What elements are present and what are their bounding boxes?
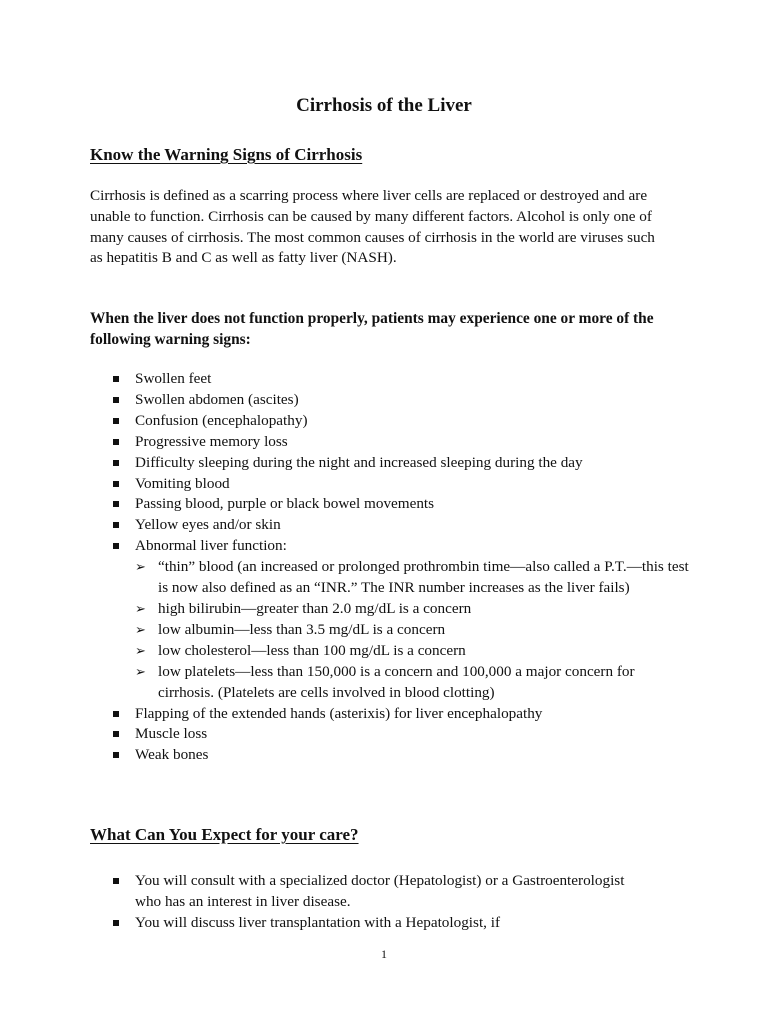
arrowhead-bullet-icon: ➢ <box>135 642 146 658</box>
sublist-item-text: low albumin—less than 3.5 mg/dL is a concern <box>158 620 446 638</box>
square-bullet-icon <box>113 481 119 487</box>
list-item-text: Confusion (encephalopathy) <box>135 411 308 429</box>
list-item-text: Swollen abdomen (ascites) <box>135 390 299 408</box>
square-bullet-icon <box>113 522 119 528</box>
square-bullet-icon <box>113 439 119 445</box>
list-item-text: Swollen feet <box>135 370 212 387</box>
sublist-item-text: high bilirubin—greater than 2.0 mg/dL is a concern <box>158 599 472 617</box>
square-bullet-icon <box>113 878 119 884</box>
square-bullet-icon <box>113 460 119 466</box>
list-item <box>90 494 690 515</box>
list-item-text: Vomiting blood <box>135 474 230 492</box>
list-item-text: Passing blood, purple or black bowel movements <box>135 495 435 513</box>
sublist-item <box>135 557 690 599</box>
warning-signs-list <box>90 369 690 766</box>
list-item <box>90 704 690 725</box>
square-bullet-icon <box>113 543 119 549</box>
sublist-item-text: low platelets—less than 150,000 is a concern and 100,000 a major concern for cirrhosis. (Platelets are cells involved in blood clotting) <box>158 662 635 701</box>
arrowhead-bullet-icon: ➢ <box>135 559 146 575</box>
sublist-item <box>135 641 690 662</box>
list-item <box>90 515 690 536</box>
list-item-text: You will consult with a specialized doctor (Hepatologist) or a Gastroenterologist who has an interest in liver disease. <box>135 872 625 910</box>
square-bullet-icon <box>113 376 119 382</box>
warning-signs-lead: When the liver does not function properly, patients may experience one or more of the following warning signs: <box>90 310 654 348</box>
list-item <box>90 411 690 432</box>
square-bullet-icon <box>113 920 119 926</box>
square-bullet-icon <box>113 711 119 717</box>
document-title: Cirrhosis of the Liver <box>296 95 472 116</box>
square-bullet-icon <box>113 397 119 403</box>
list-item-text: Difficulty sleeping during the night and increased sleeping during the day <box>135 453 583 471</box>
list-item-text: You will discuss liver transplantation with a Hepatologist, if <box>135 913 501 931</box>
section-heading-warning-signs: Know the Warning Signs of Cirrhosis <box>90 145 363 164</box>
section-heading-care: What Can You Expect for your care? <box>90 825 359 844</box>
care-list <box>90 871 650 934</box>
sublist-item-text: low cholesterol—less than 100 mg/dL is a concern <box>158 641 466 659</box>
arrowhead-bullet-icon: ➢ <box>135 600 146 616</box>
list-item <box>90 474 690 495</box>
square-bullet-icon <box>113 501 119 507</box>
list-item-text: Weak bones <box>135 746 209 764</box>
sublist-item-text: “thin” blood (an increased or prolonged prothrombin time—also called a P.T.—this test is now also defined as an “INR.” The INR number increases as the liver fails) <box>158 558 689 597</box>
list-item-text: Yellow eyes and/or skin <box>135 516 281 534</box>
list-item-text: Progressive memory loss <box>135 432 288 450</box>
list-item <box>90 432 690 453</box>
sublist-item <box>135 599 690 620</box>
square-bullet-icon <box>113 418 119 424</box>
list-item <box>90 913 650 934</box>
list-item <box>90 536 690 703</box>
square-bullet-icon <box>113 731 119 737</box>
page-number: 1 <box>381 947 387 961</box>
intro-paragraph: Cirrhosis is defined as a scarring process where liver cells are replaced or destroyed and are unable to function. Cirrhosis can be caused by many different factors. Alcohol is only one of many causes of cirrhosis. The most common causes of cirrhosis in the world are viruses such as hepatitis B and C as well as fatty liver (NASH). <box>90 187 655 267</box>
list-item-text: Abnormal liver function: <box>135 537 287 555</box>
list-item <box>90 369 690 390</box>
arrowhead-bullet-icon: ➢ <box>135 663 146 679</box>
arrowhead-bullet-icon: ➢ <box>135 621 146 637</box>
list-item-text: Flapping of the extended hands (asterixis) for liver encephalopathy <box>135 704 543 722</box>
list-item <box>90 724 690 745</box>
list-item <box>90 871 650 913</box>
sublist-item <box>135 620 690 641</box>
square-bullet-icon <box>113 752 119 758</box>
list-item <box>90 745 690 766</box>
list-item <box>90 453 690 474</box>
list-item-text: Muscle loss <box>135 725 208 743</box>
sublist-item <box>135 662 690 704</box>
liver-function-sublist <box>135 557 690 703</box>
list-item <box>90 390 690 411</box>
